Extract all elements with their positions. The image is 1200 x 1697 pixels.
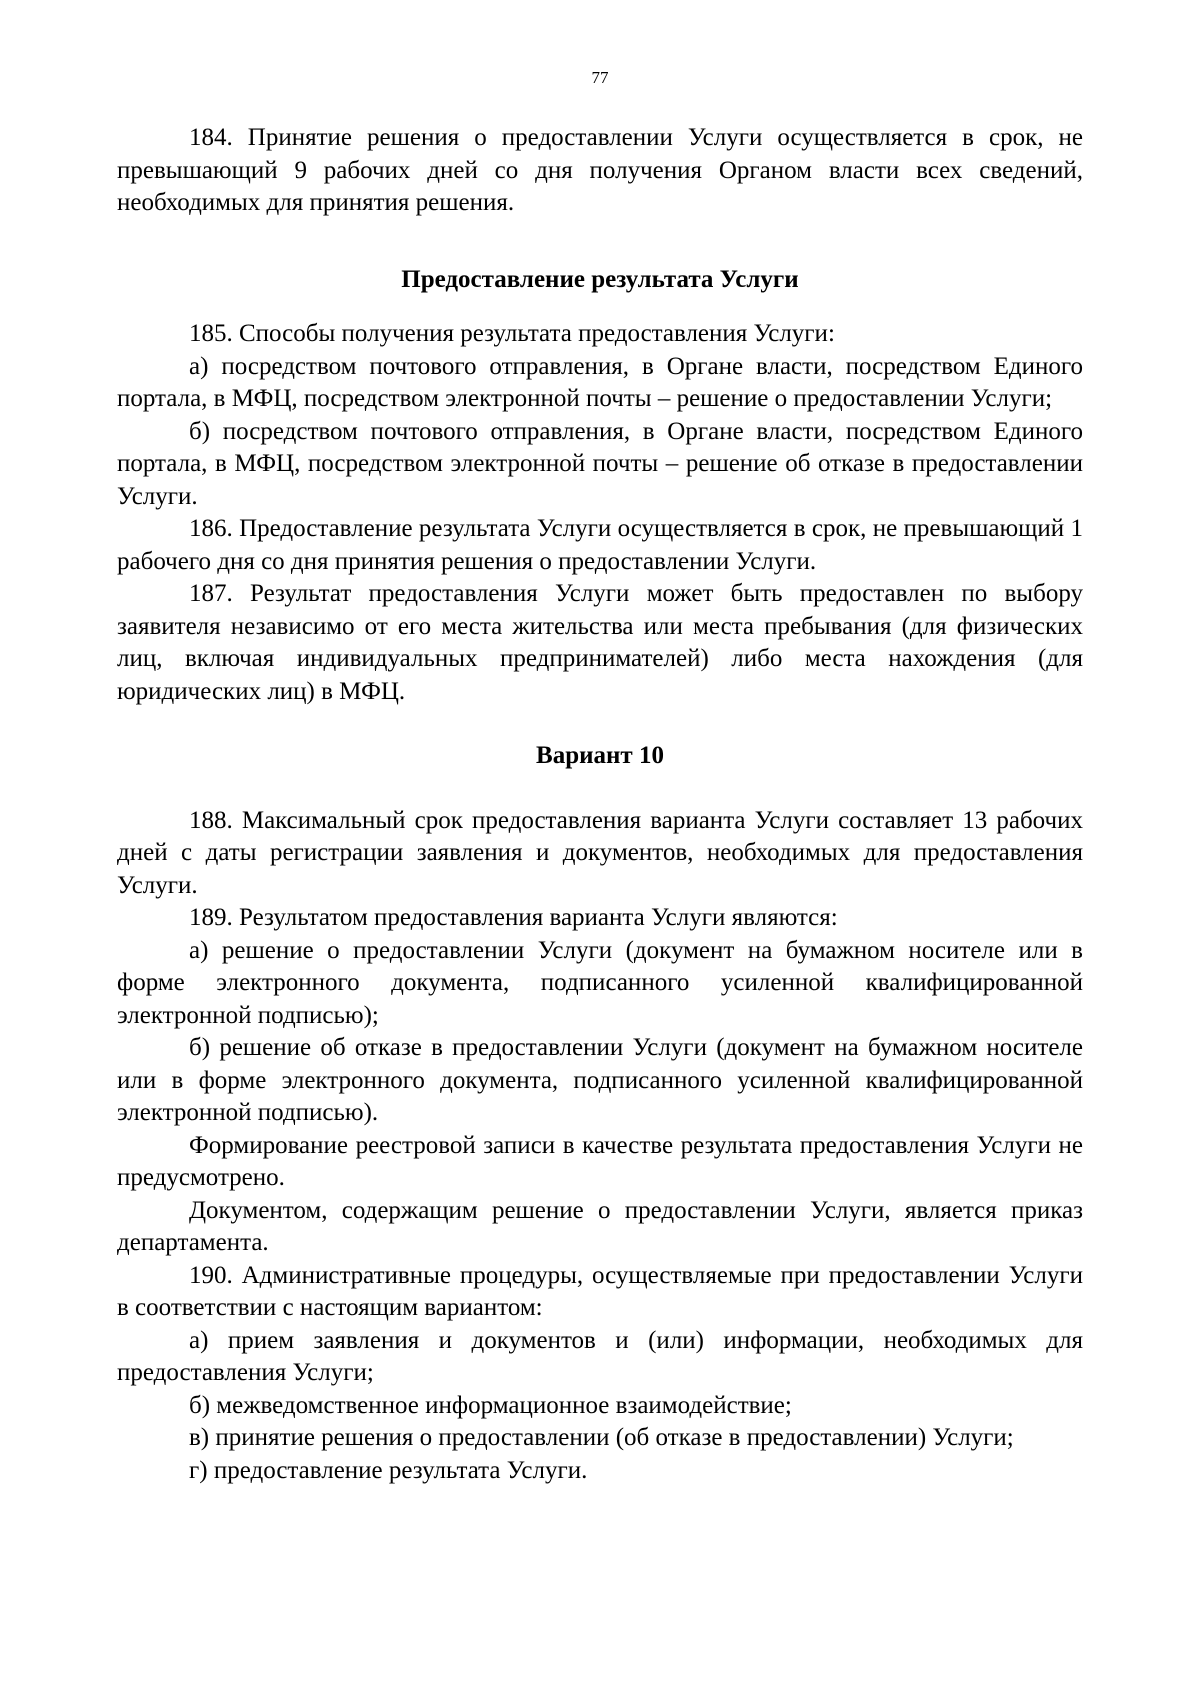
- paragraph-190-b: б) межведомственное информационное взаимодействие;: [189, 1391, 792, 1419]
- document-body: [117, 122, 1083, 1487]
- section-heading-variant: Вариант 10: [536, 742, 664, 769]
- paragraph-190-a: а) прием заявления и документов и (или) информации, необходимых для предоставления Услуги;: [117, 1326, 1083, 1386]
- section-heading-result: Предоставление результата Услуги: [401, 265, 799, 293]
- paragraph-189-b: б) решение об отказе в предоставлении Услуги (документ на бумажном носителе или в форме электронного документа, подписанного усиленной квалифицированной электронной подписью).: [117, 1034, 1083, 1126]
- paragraph-190: 190. Административные процедуры, осуществляемые при предоставлении Услуги в соответствии с настоящим вариантом:: [117, 1261, 1083, 1321]
- paragraph-186: 186. Предоставление результата Услуги осуществляется в срок, не превышающий 1 рабочего дня со дня принятия решения о предоставлении Услуги.: [117, 515, 1083, 575]
- paragraph-184: 184. Принятие решения о предоставлении Услуги осуществляется в срок, не превышающий 9 рабочих дней со дня получения Органом власти всех сведений, необходимых для принятия решения.: [117, 124, 1083, 216]
- paragraph-185-b: б) посредством почтового отправления, в Органе власти, посредством Единого портала, в МФЦ, посредством электронной почты – решение об отказе в предоставлении Услуги.: [117, 417, 1083, 510]
- paragraph-188: 188. Максимальный срок предоставления варианта Услуги составляет 13 рабочих дней с даты регистрации заявления и документов, необходимых для предоставления Услуги.: [117, 806, 1083, 899]
- paragraph-189: 189. Результатом предоставления варианта Услуги являются:: [189, 904, 838, 931]
- paragraph-189-a: а) решение о предоставлении Услуги (документ на бумажном носителе или в форме электронного документа, подписанного усиленной квалифицированной электронной подписью);: [117, 936, 1083, 1029]
- paragraph-187: 187. Результат предоставления Услуги может быть предоставлен по выбору заявителя независимо от его места жительства или места пребывания (для физических лиц, включая индивидуальных предпринимателей) либо места нахождения (для юридических лиц) в МФЦ.: [117, 580, 1083, 705]
- page-number: 77: [591, 68, 609, 87]
- paragraph-185: 185. Способы получения результата предоставления Услуги:: [189, 320, 835, 347]
- paragraph-190-c: в) принятие решения о предоставлении (об отказе в предоставлении) Услуги;: [189, 1424, 1014, 1451]
- paragraph-190-d: г) предоставление результата Услуги.: [189, 1456, 588, 1484]
- paragraph-document: Документом, содержащим решение о предоставлении Услуги, является приказ департамента.: [117, 1196, 1083, 1256]
- paragraph-registry: Формирование реестровой записи в качестве результата предоставления Услуги не предусмотрено.: [117, 1131, 1083, 1191]
- paragraph-185-a: а) посредством почтового отправления, в Органе власти, посредством Единого портала, в МФЦ, посредством электронной почты – решение о предоставлении Услуги;: [117, 352, 1083, 412]
